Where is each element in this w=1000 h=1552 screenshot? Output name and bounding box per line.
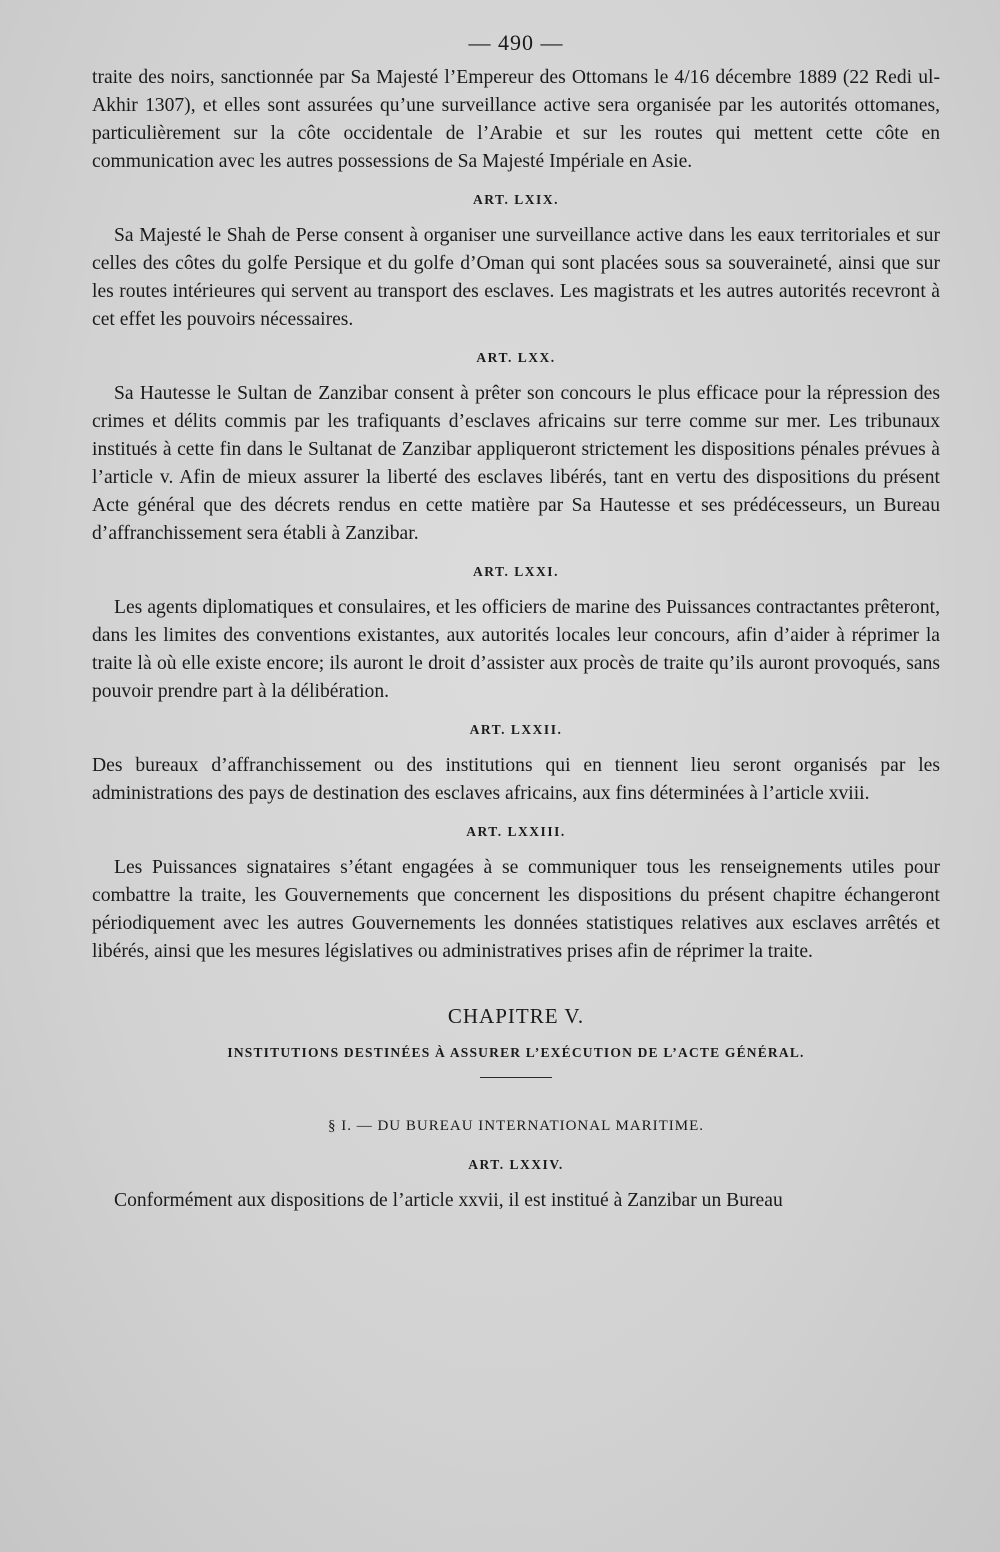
chapter-title: CHAPITRE V.	[447, 1004, 585, 1028]
article-text-lxx: Sa Hautesse le Sultan de Zanzibar consent à prêter son concours le plus efficace pour la répression des crimes et délits commis par les trafiquants d’esclaves africains sur terre comme sur mer. Les tribunaux institués à cette fin dans le Sultanat de Zanzibar appliqueront strictement les dispositions pénales prévues à l’article v. Afin de mieux assurer la liberté des esclaves libérés, tant en vertu des dispositions du présent Acte général que des décrets rendus en cette matière par Sa Hautesse et ses prédécesseurs, un Bureau d’affranchissement sera établi à Zanzibar.	[92, 383, 940, 544]
article-text-lxxiv: Conformément aux dispositions de l’article xxvii, il est institué à Zanzibar un Bureau	[114, 1190, 783, 1211]
article-heading-lxxii: ART. LXXII.	[469, 722, 563, 737]
section-title: § I. — DU BUREAU INTERNATIONAL MARITIME.	[327, 1118, 705, 1134]
article-heading-lxix: ART. LXIX.	[473, 192, 559, 207]
article-heading-lxx: ART. LXX.	[476, 350, 556, 365]
article-text-lxix: Sa Majesté le Shah de Perse consent à organiser une surveillance active dans les eaux territoriales et sur celles des côtes du golfe Persique et du golfe d’Oman qui sont placées sous sa souveraineté, ainsi que sur les routes intérieures qui servent au transport des esclaves. Les magistrats et les autres autorités recevront à cet effet les pouvoirs nécessaires.	[92, 225, 940, 330]
article-text-lxxii: Des bureaux d’affranchissement ou des institutions qui en tiennent lieu seront organisés par les administrations des pays de destination des esclaves africains, aux fins déterminées à l’article xviii.	[92, 755, 940, 804]
intro-paragraph: traite des noirs, sanctionnée par Sa Majesté l’Empereur des Ottomans le 4/16 décembre 1889 (22 Redi ul-Akhir 1307), et elles sont assurées qu’une surveillance active sera organisée par les autorités ottomanes, particulièrement sur la côte occidentale de l’Arabie et sur les routes qui mettent cette côte en communication avec les autres possessions de Sa Majesté Impériale en Asie.	[92, 67, 940, 172]
article-text-lxxiii: Les Puissances signataires s’étant engagées à se communiquer tous les renseignements utiles pour combattre la traite, les Gouvernements que concernent les dispositions du présent chapitre échangeront périodiquement avec les autres Gouvernements les données statistiques relatives aux esclaves arrêtés et libérés, ainsi que les mesures législatives ou administratives prises afin de réprimer la traite.	[92, 857, 940, 962]
page-number: — 490 —	[468, 30, 564, 55]
article-heading-lxxiii: ART. LXXIII.	[466, 824, 566, 839]
article-heading-lxxiv: ART. LXXIV.	[468, 1157, 564, 1172]
section-divider	[480, 1077, 552, 1078]
article-heading-lxxi: ART. LXXI.	[473, 564, 559, 579]
article-text-lxxi: Les agents diplomatiques et consulaires, et les officiers de marine des Puissances contractantes prêteront, dans les limites des conventions existantes, aux autorités locales leur concours, afin d’aider à réprimer la traite là où elle existe encore; ils auront le droit d’assister aux procès de traite qu’ils auront provoqués, sans pouvoir prendre part à la délibération.	[92, 597, 940, 702]
chapter-subtitle: INSTITUTIONS DESTINÉES À ASSURER L’EXÉCUTION DE L’ACTE GÉNÉRAL.	[227, 1045, 805, 1060]
